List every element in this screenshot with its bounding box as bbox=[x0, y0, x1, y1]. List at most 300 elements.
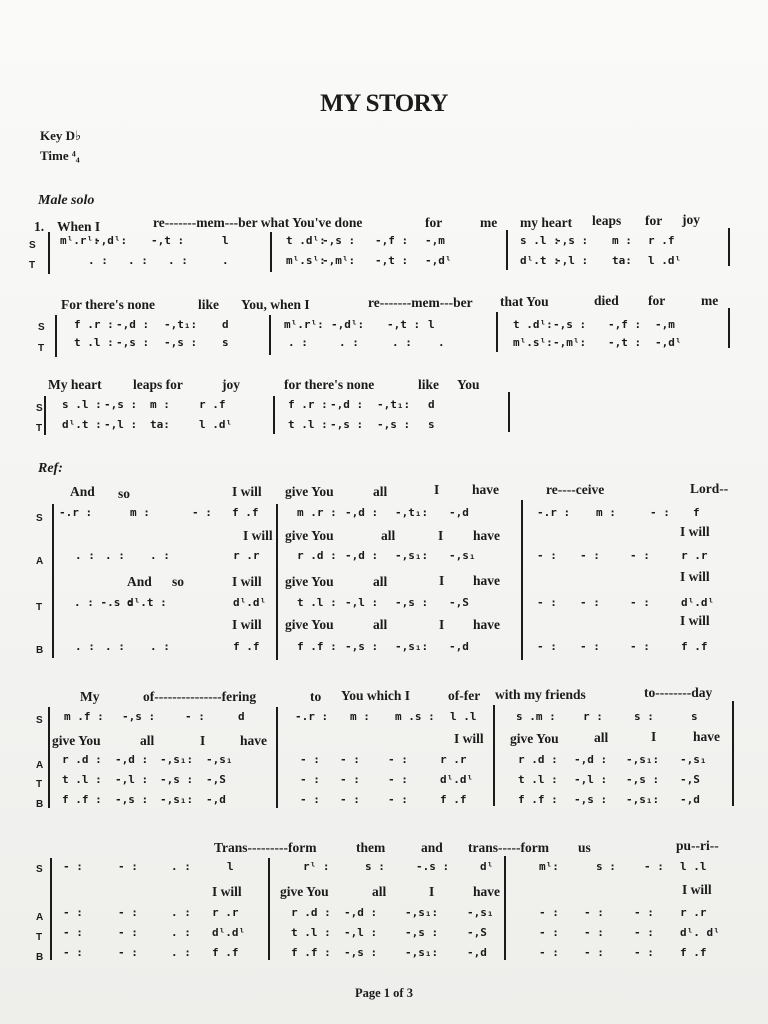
lyric-syllable: My heart bbox=[48, 377, 102, 392]
solfa-note: mˡ.sˡ: bbox=[513, 336, 553, 349]
lyric-syllable: for bbox=[425, 215, 443, 230]
solfa-note: -,s : bbox=[574, 793, 608, 806]
lyric-syllable: joy bbox=[222, 377, 240, 392]
voice-label-s: S bbox=[36, 715, 43, 726]
solfa-note: dˡ.dˡ bbox=[440, 773, 474, 786]
lyric-syllable: like bbox=[198, 297, 220, 312]
lyric-syllable: all bbox=[140, 733, 155, 748]
solfa-note: f .f bbox=[680, 946, 707, 959]
solfa-note: -,s : bbox=[553, 318, 587, 331]
solfa-note: r .d : bbox=[518, 753, 558, 766]
lyric-syllable: give You bbox=[285, 574, 334, 589]
solfa-note: s .m : bbox=[516, 710, 556, 723]
solfa-note: mˡ.rˡ: bbox=[284, 318, 324, 331]
lyric-syllable: Lord-- bbox=[690, 481, 729, 496]
barline bbox=[268, 858, 270, 960]
lyric-syllable: that You bbox=[500, 294, 549, 309]
lyric-syllable: have bbox=[473, 884, 500, 899]
solfa-note: . : bbox=[339, 336, 359, 349]
lyric-syllable: I will bbox=[232, 484, 262, 499]
solfa-note: -,s : bbox=[405, 926, 439, 939]
lyric-syllable: My bbox=[80, 689, 100, 704]
voice-label-t: T bbox=[36, 602, 43, 613]
solfa-note: - : bbox=[634, 906, 654, 919]
solfa-note: m .f : bbox=[64, 710, 104, 723]
solfa-note: -,t : bbox=[608, 336, 642, 349]
solfa-note: - : bbox=[340, 753, 360, 766]
solfa-note: d bbox=[238, 710, 245, 723]
solfa-note: - : bbox=[537, 640, 557, 653]
solfa-note: -,s : bbox=[555, 234, 589, 247]
solfa-note: -,dˡ: bbox=[331, 318, 365, 331]
solfa-note: . : bbox=[75, 549, 95, 562]
solfa-note: m : bbox=[350, 710, 370, 723]
solfa-note: -,t₁: bbox=[377, 398, 411, 411]
voice-label-t: T bbox=[36, 779, 43, 790]
solfa-note: -,l : bbox=[574, 773, 608, 786]
lyric-syllable: to--------day bbox=[644, 685, 713, 700]
solfa-note: -,S bbox=[467, 926, 487, 939]
lyric-syllable: for there's none bbox=[284, 377, 375, 392]
solfa-note: - : bbox=[340, 773, 360, 786]
lyric-syllable: give You bbox=[285, 617, 334, 632]
lyric-syllable: re----ceive bbox=[546, 482, 605, 497]
solfa-note: -,l : bbox=[555, 254, 589, 267]
solfa-note: . : bbox=[105, 549, 125, 562]
solfa-note: -,dˡ bbox=[425, 254, 452, 267]
solfa-note: - : bbox=[630, 640, 650, 653]
solfa-note: -,s₁ bbox=[206, 753, 233, 766]
solfa-note: - : bbox=[580, 640, 600, 653]
barline bbox=[270, 232, 272, 272]
solfa-note: dˡ. dˡ bbox=[680, 926, 720, 939]
solfa-note: -,s : bbox=[626, 773, 660, 786]
solfa-note: r .d : bbox=[291, 906, 331, 919]
solfa-note: d bbox=[428, 398, 435, 411]
voice-label-s: S bbox=[38, 322, 45, 333]
barline bbox=[728, 308, 730, 348]
solfa-note: - : bbox=[634, 926, 654, 939]
solfa-note: -,d : bbox=[344, 906, 378, 919]
solfa-note: r .r bbox=[680, 906, 707, 919]
solfa-note: -,s : bbox=[330, 418, 364, 431]
lyric-syllable: with my friends bbox=[495, 687, 586, 702]
solfa-note: -,mˡ: bbox=[322, 254, 356, 267]
lyric-syllable: them bbox=[356, 840, 386, 855]
solfa-note: dˡ bbox=[480, 860, 494, 873]
solfa-note: ta: bbox=[612, 254, 632, 267]
solfa-note: -,dˡ bbox=[655, 336, 682, 349]
voice-label-t: T bbox=[36, 423, 43, 434]
voice-label-a: A bbox=[36, 556, 44, 567]
solfa-note: -,s : bbox=[344, 946, 378, 959]
solfa-note: - : bbox=[118, 906, 138, 919]
solfa-note: . bbox=[438, 336, 445, 349]
solfa-note: -,t : bbox=[387, 318, 421, 331]
barline bbox=[504, 856, 506, 960]
lyric-syllable: I bbox=[429, 884, 435, 899]
lyric-syllable: I bbox=[438, 528, 444, 543]
barline bbox=[496, 312, 498, 352]
solfa-note: -,s : bbox=[345, 640, 379, 653]
lyric-syllable: pu--ri-- bbox=[676, 838, 719, 853]
solfa-note: -,s₁ bbox=[680, 753, 707, 766]
lyric-syllable: give You bbox=[52, 733, 101, 748]
solfa-note: r .f bbox=[648, 234, 675, 247]
solfa-note: -,s : bbox=[104, 398, 138, 411]
solfa-note: - : bbox=[63, 860, 83, 873]
solfa-note: mˡ: bbox=[539, 860, 559, 873]
voice-label-s: S bbox=[36, 864, 43, 875]
barline bbox=[48, 707, 50, 808]
solfa-note: - : bbox=[300, 753, 320, 766]
solfa-note: -,d bbox=[449, 506, 469, 519]
voice-label-a: A bbox=[36, 912, 44, 923]
solfa-note: s bbox=[428, 418, 435, 431]
solfa-note: -,d : bbox=[330, 398, 364, 411]
barline bbox=[508, 392, 510, 432]
solfa-note: mˡ.rˡ: bbox=[60, 234, 100, 247]
solfa-note: -,s : bbox=[116, 336, 150, 349]
lyric-syllable: leaps for bbox=[133, 377, 183, 392]
lyric-syllable: You, when I bbox=[241, 297, 310, 312]
solfa-note: r : bbox=[583, 710, 603, 723]
lyric-syllable: so bbox=[172, 574, 185, 589]
solfa-note: f .f bbox=[212, 946, 239, 959]
barline bbox=[732, 701, 734, 806]
lyric-syllable: give You bbox=[285, 484, 334, 499]
voice-label-s: S bbox=[36, 513, 43, 524]
solfa-note: - : bbox=[118, 926, 138, 939]
solfa-note: m : bbox=[130, 506, 150, 519]
solfa-note: - : bbox=[63, 926, 83, 939]
solfa-note: t .l : bbox=[288, 418, 328, 431]
solfa-note: - : bbox=[118, 860, 138, 873]
solfa-note: - : bbox=[584, 906, 604, 919]
solfa-note: ta: bbox=[150, 418, 170, 431]
solfa-note: - : bbox=[185, 710, 205, 723]
lyric-syllable: me bbox=[701, 293, 719, 308]
solfa-note: -,d bbox=[680, 793, 700, 806]
solfa-note: d bbox=[222, 318, 229, 331]
lyric-syllable: so bbox=[118, 486, 131, 501]
lyric-syllable: all bbox=[373, 484, 388, 499]
lyric-syllable: for bbox=[645, 213, 663, 228]
lyric-syllable: I will bbox=[454, 731, 484, 746]
solfa-note: l .l bbox=[680, 860, 707, 873]
solfa-note: - : bbox=[634, 946, 654, 959]
solfa-note: . : bbox=[75, 640, 95, 653]
solfa-note: m : bbox=[150, 398, 170, 411]
lyric-syllable: And bbox=[70, 484, 95, 499]
lyric-syllable: I bbox=[651, 729, 657, 744]
lyric-syllable: re-------mem---ber bbox=[368, 295, 473, 310]
solfa-note: - : bbox=[584, 926, 604, 939]
solfa-note: - : bbox=[192, 506, 212, 519]
solfa-note: -,s : bbox=[377, 418, 411, 431]
solfa-note: t .dˡ: bbox=[513, 318, 553, 331]
solfa-note: -,s₁: bbox=[405, 946, 439, 959]
lyric-syllable: When I bbox=[57, 219, 101, 234]
solfa-note: . : bbox=[171, 906, 191, 919]
barline bbox=[269, 315, 271, 355]
lyric-syllable: all bbox=[594, 730, 609, 745]
barline bbox=[50, 858, 52, 960]
solfa-note: l .l bbox=[450, 710, 477, 723]
solfa-note: r .d : bbox=[62, 753, 102, 766]
solfa-note: -,f : bbox=[608, 318, 642, 331]
solfa-note: . : bbox=[168, 254, 188, 267]
solfa-note: -,s₁: bbox=[626, 793, 660, 806]
solfa-note: -,S bbox=[449, 596, 469, 609]
solfa-note: - : bbox=[63, 906, 83, 919]
solfa-note: -,m bbox=[655, 318, 675, 331]
barline bbox=[48, 232, 50, 274]
solfa-note: - : bbox=[630, 596, 650, 609]
barline bbox=[52, 504, 54, 658]
solfa-note: f .f : bbox=[297, 640, 337, 653]
solfa-note: - : bbox=[300, 793, 320, 806]
lyric-syllable: give You bbox=[285, 528, 334, 543]
solfa-note: t .dˡ: bbox=[286, 234, 326, 247]
barline bbox=[55, 315, 57, 357]
solfa-note: -,s : bbox=[122, 710, 156, 723]
section-label-refrain: Ref: bbox=[38, 461, 63, 476]
lyric-syllable: I will bbox=[212, 884, 242, 899]
solfa-note: -.r : bbox=[59, 506, 93, 519]
lyric-syllable: I will bbox=[680, 524, 710, 539]
lyric-syllable: give You bbox=[510, 731, 559, 746]
solfa-note: r .d : bbox=[297, 549, 337, 562]
solfa-note: - : bbox=[300, 773, 320, 786]
lyric-syllable: I will bbox=[232, 617, 262, 632]
solfa-note: - : bbox=[644, 860, 664, 873]
solfa-note: - : bbox=[537, 596, 557, 609]
lyric-syllable: You bbox=[457, 377, 480, 392]
solfa-note: - : bbox=[118, 946, 138, 959]
solfa-note: l .dˡ bbox=[199, 418, 233, 431]
solfa-note: -,d : bbox=[115, 753, 149, 766]
solfa-note: s : bbox=[365, 860, 385, 873]
lyric-syllable: all bbox=[373, 574, 388, 589]
voice-label-t: T bbox=[38, 343, 45, 354]
lyric-syllable: all bbox=[373, 617, 388, 632]
solfa-note: r .r bbox=[233, 549, 260, 562]
lyric-syllable: And bbox=[127, 574, 152, 589]
barline bbox=[521, 500, 523, 660]
solfa-note: -,s₁: bbox=[626, 753, 660, 766]
solfa-note: -,l : bbox=[344, 926, 378, 939]
solfa-note: dˡ.dˡ bbox=[233, 596, 267, 609]
solfa-note: . : bbox=[171, 860, 191, 873]
solfa-note: -,d bbox=[467, 946, 487, 959]
solfa-note: -,dˡ: bbox=[94, 234, 128, 247]
solfa-note: -,s₁: bbox=[160, 753, 194, 766]
solfa-note: l bbox=[222, 234, 229, 247]
solfa-note: . : bbox=[105, 640, 125, 653]
lyric-syllable: I will bbox=[680, 569, 710, 584]
solfa-note: f .f bbox=[233, 640, 260, 653]
solfa-note: - : bbox=[630, 549, 650, 562]
solfa-note: -,t : bbox=[151, 234, 185, 247]
barline bbox=[44, 396, 46, 435]
solfa-note: - : bbox=[539, 906, 559, 919]
solfa-note: - : bbox=[63, 946, 83, 959]
lyric-syllable: I will bbox=[682, 882, 712, 897]
solfa-note: dˡ.dˡ bbox=[681, 596, 715, 609]
solfa-note: s bbox=[222, 336, 229, 349]
solfa-note: -,d bbox=[206, 793, 226, 806]
voice-label-t: T bbox=[29, 260, 36, 271]
solfa-note: -,l : bbox=[345, 596, 379, 609]
solfa-note: - : bbox=[539, 926, 559, 939]
solfa-note: rˡ : bbox=[303, 860, 330, 873]
solfa-note: - : bbox=[340, 793, 360, 806]
solfa-note: -.r : bbox=[295, 710, 329, 723]
solfa-note: s : bbox=[634, 710, 654, 723]
solfa-note: -,mˡ: bbox=[553, 336, 587, 349]
solfa-note: dˡ.dˡ bbox=[212, 926, 246, 939]
lyric-syllable: all bbox=[381, 528, 396, 543]
solfa-note: s : bbox=[596, 860, 616, 873]
solfa-note: -,s₁: bbox=[395, 549, 429, 562]
voice-label-a: A bbox=[36, 760, 44, 771]
solfa-note: r .f bbox=[199, 398, 226, 411]
solfa-note: f .f bbox=[440, 793, 467, 806]
solfa-note: - : bbox=[580, 549, 600, 562]
page-title: MY STORY bbox=[320, 90, 448, 117]
lyric-syllable: joy bbox=[682, 212, 700, 227]
barline bbox=[276, 707, 278, 808]
lyric-syllable: have bbox=[473, 528, 500, 543]
solfa-note: f .f : bbox=[62, 793, 102, 806]
solfa-note: -,f : bbox=[375, 234, 409, 247]
solfa-note: -,d : bbox=[345, 549, 379, 562]
solfa-note: -,s : bbox=[395, 596, 429, 609]
lyric-syllable: I bbox=[439, 617, 445, 632]
solfa-note: - : bbox=[650, 506, 670, 519]
solfa-note: . : bbox=[392, 336, 412, 349]
solfa-note: -,m bbox=[425, 234, 445, 247]
solfa-note: f .r : bbox=[74, 318, 114, 331]
solfa-note: . : bbox=[150, 640, 170, 653]
page-number: Page 1 of 3 bbox=[355, 986, 413, 1000]
solfa-note: l bbox=[428, 318, 435, 331]
solfa-note: m : bbox=[612, 234, 632, 247]
solfa-note: t .l : bbox=[74, 336, 114, 349]
solfa-note: - : bbox=[539, 946, 559, 959]
solfa-note: . : bbox=[171, 946, 191, 959]
solfa-note: r .r bbox=[681, 549, 708, 562]
solfa-note: t .l : bbox=[518, 773, 558, 786]
solfa-note: f .f : bbox=[518, 793, 558, 806]
lyric-syllable: died bbox=[594, 293, 619, 308]
solfa-note: s .l : bbox=[520, 234, 560, 247]
solfa-note: -,d : bbox=[574, 753, 608, 766]
solfa-note: -,l : bbox=[104, 418, 138, 431]
solfa-note: -,d : bbox=[345, 506, 379, 519]
lyric-syllable: my heart bbox=[520, 215, 573, 230]
solfa-note: . : bbox=[150, 549, 170, 562]
solfa-note: . : bbox=[128, 254, 148, 267]
lyric-syllable: You which I bbox=[341, 688, 411, 703]
solfa-note: -,s₁: bbox=[395, 640, 429, 653]
voice-label-s: S bbox=[29, 240, 36, 251]
solfa-note: f .f bbox=[681, 640, 708, 653]
solfa-note: -,s : bbox=[164, 336, 198, 349]
solfa-note: . : bbox=[288, 336, 308, 349]
lyric-syllable: I will bbox=[243, 528, 273, 543]
solfa-note: -,S bbox=[680, 773, 700, 786]
barline bbox=[493, 705, 495, 806]
lyric-syllable: leaps bbox=[592, 213, 622, 228]
solfa-note: -,t₁: bbox=[164, 318, 198, 331]
solfa-note: -,s : bbox=[322, 234, 356, 247]
solfa-note: t .l : bbox=[297, 596, 337, 609]
solfa-note: -,l : bbox=[115, 773, 149, 786]
solfa-note: r .r bbox=[212, 906, 239, 919]
voice-label-s: S bbox=[36, 403, 43, 414]
key-signature: Key D♭ bbox=[40, 128, 82, 143]
solfa-note: f .f : bbox=[291, 946, 331, 959]
solfa-note: m : bbox=[596, 506, 616, 519]
lyric-syllable: trans-----form bbox=[468, 840, 549, 855]
solfa-note: r .r bbox=[440, 753, 467, 766]
solfa-note: -,d : bbox=[116, 318, 150, 331]
lyric-syllable: have bbox=[473, 573, 500, 588]
solfa-note: -,t₁: bbox=[395, 506, 429, 519]
solfa-note: . bbox=[222, 254, 229, 267]
barline bbox=[273, 396, 275, 434]
lyric-syllable: have bbox=[473, 617, 500, 632]
solfa-note: f .f bbox=[232, 506, 259, 519]
solfa-note: - : bbox=[388, 753, 408, 766]
solfa-note: f bbox=[693, 506, 700, 519]
solfa-note: -,s₁ bbox=[467, 906, 494, 919]
solfa-note: dˡ.t : bbox=[127, 596, 167, 609]
solfa-note: dˡ.t : bbox=[62, 418, 102, 431]
solfa-note: -,s₁: bbox=[405, 906, 439, 919]
solfa-note: -,s₁: bbox=[160, 793, 194, 806]
solfa-note: . : bbox=[88, 254, 108, 267]
time-signature: Time ⁴₄ bbox=[40, 148, 80, 163]
barline bbox=[276, 504, 278, 660]
lyric-syllable: give You bbox=[280, 884, 329, 899]
lyric-syllable: have bbox=[240, 733, 267, 748]
solfa-note: - : bbox=[584, 946, 604, 959]
lyric-syllable: re-------mem---ber what You've done bbox=[153, 215, 363, 230]
lyric-syllable: of---------------fering bbox=[143, 689, 257, 704]
solfa-note: t .l : bbox=[291, 926, 331, 939]
solfa-note: t .l : bbox=[62, 773, 102, 786]
solfa-note: m .r : bbox=[297, 506, 337, 519]
solfa-note: f .r : bbox=[288, 398, 328, 411]
solfa-note: -,S bbox=[206, 773, 226, 786]
solfa-note: l bbox=[227, 860, 234, 873]
solfa-note: l .dˡ bbox=[648, 254, 682, 267]
solfa-note: -,s₁ bbox=[449, 549, 476, 562]
lyric-syllable: for bbox=[648, 293, 666, 308]
solfa-note: s bbox=[691, 710, 698, 723]
solfa-note: m .s : bbox=[395, 710, 435, 723]
voice-label-b: B bbox=[36, 645, 44, 656]
lyric-syllable: Trans---------form bbox=[214, 840, 317, 855]
lyric-syllable: all bbox=[372, 884, 387, 899]
voice-label-b: B bbox=[36, 799, 44, 810]
solfa-note: - : bbox=[580, 596, 600, 609]
lyric-syllable: I bbox=[434, 482, 440, 497]
solfa-note: mˡ.sˡ: bbox=[286, 254, 326, 267]
